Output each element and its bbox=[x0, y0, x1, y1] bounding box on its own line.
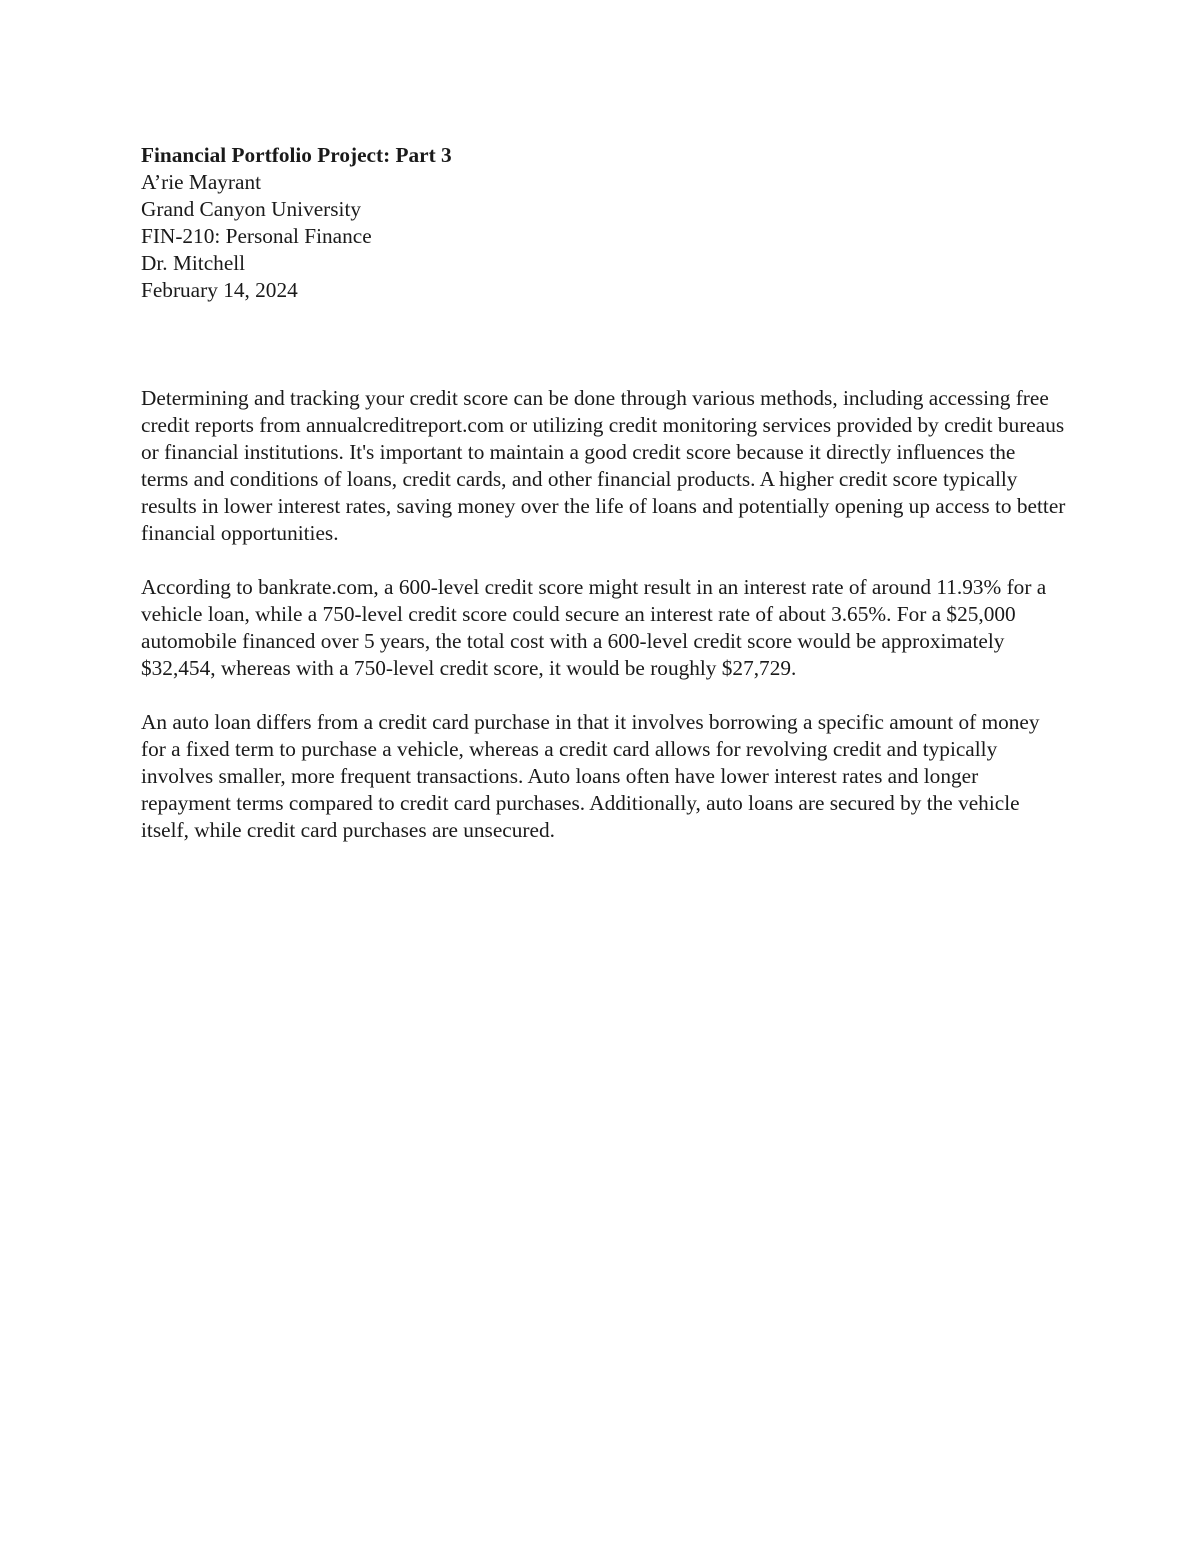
author-name: A’rie Mayrant bbox=[141, 170, 262, 194]
paragraph-interest-rates: According to bankrate.com, a 600-level credit score might result in an interest rate of around 11.93% for a vehicle loan, while a 750-level credit score could secure an interest rate of about 3.65%. For a $25,000 automobile financed over 5 years, the total cost with a 600-level credit score would be approximately $32,454, whereas with a 750-level credit score, it would be roughly $27,729. bbox=[141, 575, 1047, 680]
course-name: FIN-210: Personal Finance bbox=[141, 224, 372, 248]
document-title: Financial Portfolio Project: Part 3 bbox=[141, 143, 452, 167]
institution-name: Grand Canyon University bbox=[141, 197, 362, 221]
title-block bbox=[141, 142, 1066, 304]
paragraph-auto-loan: An auto loan differs from a credit card purchase in that it involves borrowing a specific amount of money for a fixed term to purchase a vehicle, whereas a credit card allows for revolving credit and typically involves smaller, more frequent transactions. Auto loans often have lower interest rates and longer repayment terms compared to credit card purchases. Additionally, auto loans are secured by the vehicle itself, while credit card purchases are unsecured. bbox=[141, 710, 1040, 842]
instructor-name: Dr. Mitchell bbox=[141, 251, 246, 275]
document-content bbox=[141, 142, 1066, 871]
document-body bbox=[141, 385, 1066, 844]
paragraph-credit-score: Determining and tracking your credit score can be done through various methods, including accessing free credit reports from annualcreditreport.com or utilizing credit monitoring services provided by credit bureaus or financial institutions. It's important to maintain a good credit score because it directly influences the terms and conditions of loans, credit cards, and other financial products. A higher credit score typically results in lower interest rates, saving money over the life of loans and potentially opening up access to better financial opportunities. bbox=[141, 386, 1066, 545]
document-date: February 14, 2024 bbox=[141, 278, 298, 302]
